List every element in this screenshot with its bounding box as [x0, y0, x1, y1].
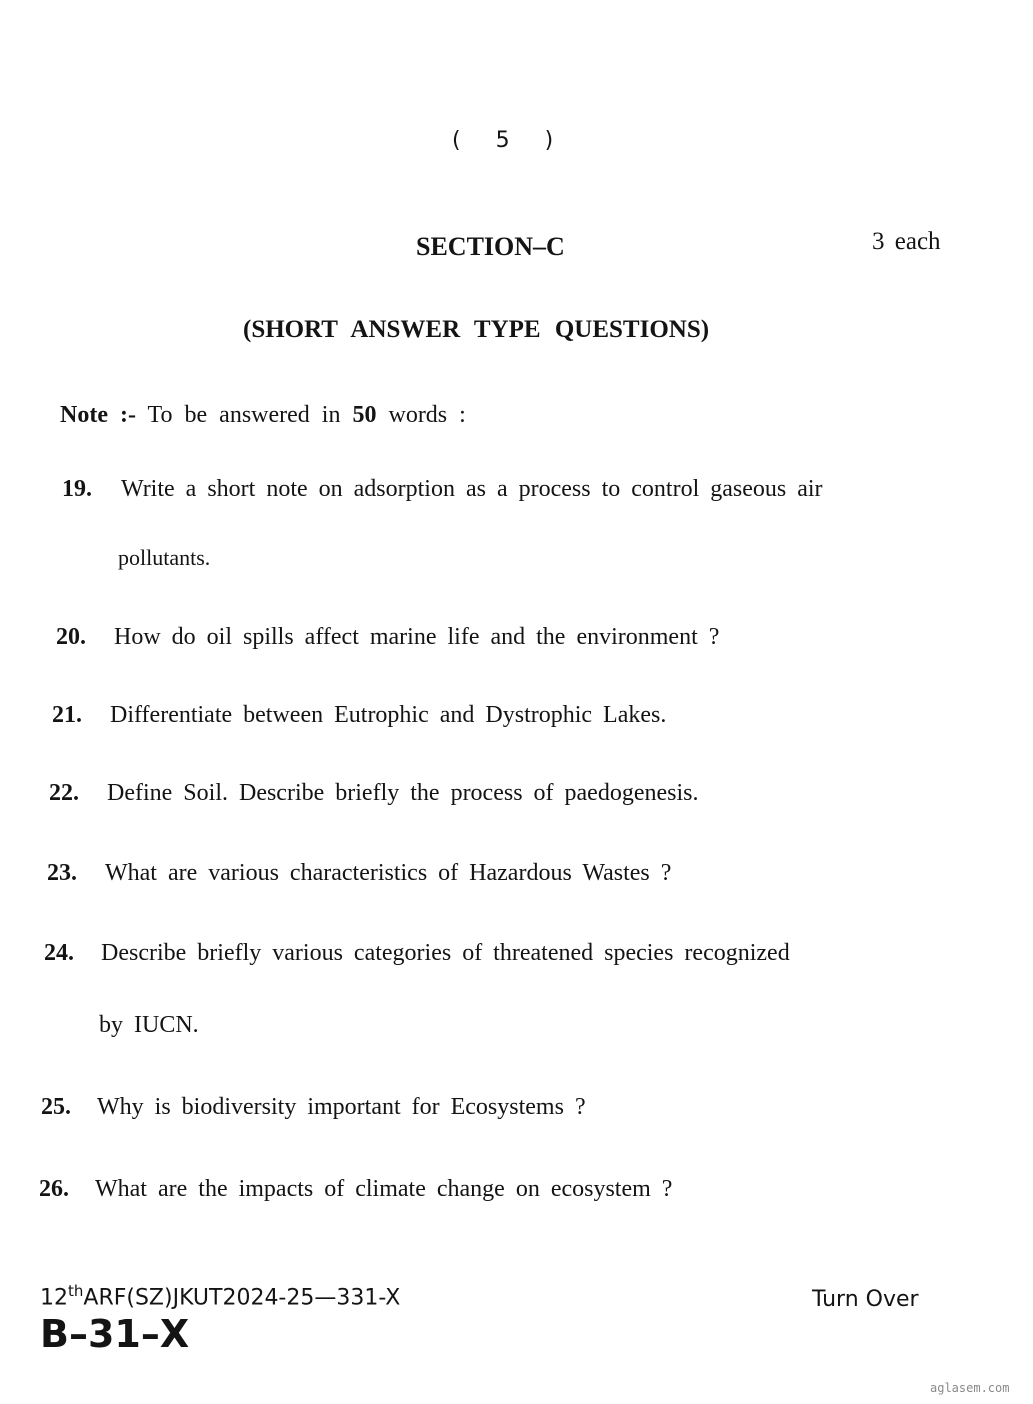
- question-23-number: 23.: [47, 860, 77, 886]
- question-24-number: 24.: [44, 940, 74, 966]
- question-21-number: 21.: [52, 702, 82, 728]
- question-25-number: 25.: [41, 1094, 71, 1120]
- note: [60, 402, 466, 429]
- watermark: aglasem.com: [930, 1381, 1010, 1395]
- question-23-text: What are various characteristics of Hazardous Wastes ?: [105, 860, 672, 886]
- question-26-text: What are the impacts of climate change on ecosystem ?: [95, 1176, 673, 1202]
- note-label: Note :-: [60, 402, 136, 428]
- note-word-count: 50: [352, 402, 377, 428]
- question-19-text: Write a short note on adsorption as a process to control gaseous air: [121, 476, 823, 502]
- question-20-text: How do oil spills affect marine life and the environment ?: [114, 624, 720, 650]
- question-25-text: Why is biodiversity important for Ecosystems ?: [97, 1094, 586, 1120]
- note-text-after: words :: [388, 402, 466, 428]
- question-26-number: 26.: [39, 1176, 69, 1202]
- paper-code-rest: ARF(SZ)JKUT2024-25—331-X: [83, 1285, 401, 1311]
- paper-code-sup: th: [68, 1282, 84, 1300]
- section-subtitle: (SHORT ANSWER TYPE QUESTIONS): [243, 316, 710, 343]
- question-19-text-cont: pollutants.: [118, 545, 211, 570]
- question-24-text-cont: by IUCN.: [99, 1012, 199, 1038]
- paper-code: B–31–X: [40, 1312, 190, 1356]
- question-24-text: Describe briefly various categories of threatened species recognized: [101, 940, 790, 966]
- question-20-number: 20.: [56, 624, 86, 650]
- paper-code-prefix: 12: [40, 1285, 68, 1311]
- turn-over-label: Turn Over: [812, 1287, 919, 1312]
- note-text-before: To be answered in: [147, 402, 341, 428]
- question-21-text: Differentiate between Eutrophic and Dystrophic Lakes.: [110, 702, 667, 728]
- paper-code-line: [40, 1282, 400, 1310]
- question-19-number: 19.: [62, 476, 92, 502]
- question-22-number: 22.: [49, 780, 79, 806]
- question-22-text: Define Soil. Describe briefly the process of paedogenesis.: [107, 780, 699, 806]
- page-number: ( 5 ): [452, 128, 568, 153]
- section-title: SECTION–C: [416, 232, 565, 261]
- marks-per-question: 3 each: [872, 228, 941, 255]
